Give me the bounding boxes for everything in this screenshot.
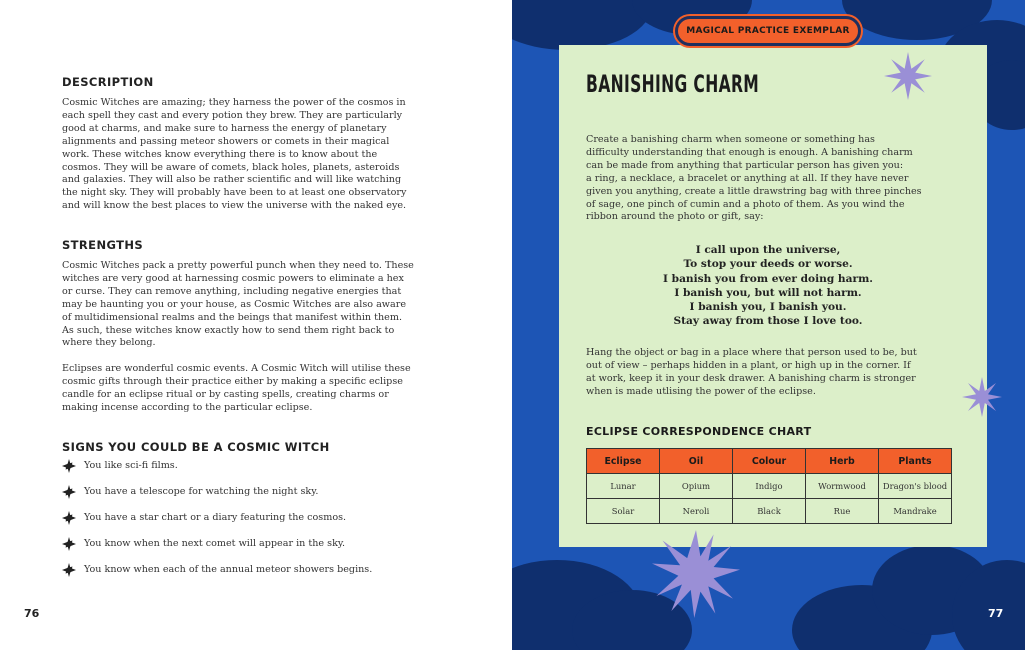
right-page: [512, 0, 1025, 650]
starburst-icon: [884, 52, 932, 100]
list-item: You like sci-fi films.: [62, 460, 482, 486]
list-item: You know when the next comet will appear in the sky.: [62, 538, 482, 564]
star-bullet-icon: [62, 537, 76, 551]
table-cell: Rue: [806, 499, 879, 524]
table-cell: Solar: [587, 499, 660, 524]
table-cell: Lunar: [587, 474, 660, 499]
page-title: BANISHING CHARM: [586, 70, 760, 98]
starburst-icon: [962, 375, 1002, 419]
star-bullet-icon: [62, 485, 76, 499]
table-header-row: [587, 449, 952, 474]
table-row: [587, 499, 952, 524]
page-number-left: 76: [24, 607, 40, 620]
table-cell: Mandrake: [879, 499, 952, 524]
list-item: You know when each of the annual meteor showers begins.: [62, 564, 482, 590]
signs-list: [62, 460, 482, 590]
intro-text: Create a banishing charm when someone or something has difficulty understanding that enough is enough. A banishing charm can be made from anything that particular person has given you: a ring, a necklace, a bracelet or anything at all. If they have never given you anything, create a little drawstring bag with three pinches of sage, one pinch of cumin and a photo of them. As you wind the ribbon around the photo or gift, say:: [586, 134, 922, 223]
eclipses-text: Eclipses are wonderful cosmic events. A Cosmic Witch will utilise these cosmic gifts through their practice either by making a specific eclipse candle for an eclipse ritual or by casting spells, creating charms or making incense according to the particular eclipse.: [62, 363, 411, 413]
starburst-icon: [652, 530, 740, 618]
strengths-text: Cosmic Witches pack a pretty powerful punch when they need to. These witches are very good at harnessing cosmic powers to eliminate a hex or curse. They can remove anything, including negative energies that may be haunting you or your house, as Cosmic Witches are also aware of multidimensional realms and the beings that manifest within them. As such, these witches know exactly how to send them right back to where they belong.: [62, 260, 414, 349]
section-badge: MAGICAL PRACTICE EXEMPLAR: [675, 16, 861, 46]
table-cell: Wormwood: [806, 474, 879, 499]
table-cell: Black: [733, 499, 806, 524]
strengths-heading: STRENGTHS: [62, 238, 144, 252]
description-heading: DESCRIPTION: [62, 75, 154, 89]
table-cell: Indigo: [733, 474, 806, 499]
cloud-decoration: [512, 0, 652, 50]
page-number-right: 77: [988, 607, 1004, 620]
list-item: You have a star chart or a diary featuring the cosmos.: [62, 512, 482, 538]
left-page: [0, 0, 512, 650]
table-header: Oil: [660, 449, 733, 474]
star-bullet-icon: [62, 459, 76, 473]
table-header: Colour: [733, 449, 806, 474]
table-cell: Opium: [660, 474, 733, 499]
table-header: Eclipse: [587, 449, 660, 474]
table-header: Herb: [806, 449, 879, 474]
description-text: Cosmic Witches are amazing; they harness the power of the cosmos in each spell they cast and every potion they brew. They are particularly good at charms, and make sure to harness the energy of planetary alignments and passing meteor showers or comets in their magical work. These witches know everything there is to know about the cosmos. They will be aware of comets, black holes, planets, asteroids and galaxies. They will also be rather scientific and will like watching the night sky. They will probably have been to at least one observatory and will know the best places to view the universe with the naked eye.: [62, 97, 407, 212]
table-row: [587, 474, 952, 499]
table-header: Plants: [879, 449, 952, 474]
closing-text: Hang the object or bag in a place where that person used to be, but out of view – perhaps hidden in a plant, or high up in the corner. If at work, keep it in your desk drawer. A banishing charm is stronger when is made utlising the power of the eclipse.: [586, 347, 917, 397]
table-cell: Neroli: [660, 499, 733, 524]
eclipse-correspondence-table: [586, 448, 952, 524]
incantation: I call upon the universe, To stop your deeds or worse. I banish you from ever doing harm. I banish you, but will not harm. I banish you, I banish you. Stay away from those I love too.: [663, 244, 873, 328]
star-bullet-icon: [62, 563, 76, 577]
signs-heading: SIGNS YOU COULD BE A COSMIC WITCH: [62, 440, 330, 454]
star-bullet-icon: [62, 511, 76, 525]
chart-title: ECLIPSE CORRESPONDENCE CHART: [586, 425, 812, 438]
table-cell: Dragon's blood: [879, 474, 952, 499]
list-item: You have a telescope for watching the night sky.: [62, 486, 482, 512]
